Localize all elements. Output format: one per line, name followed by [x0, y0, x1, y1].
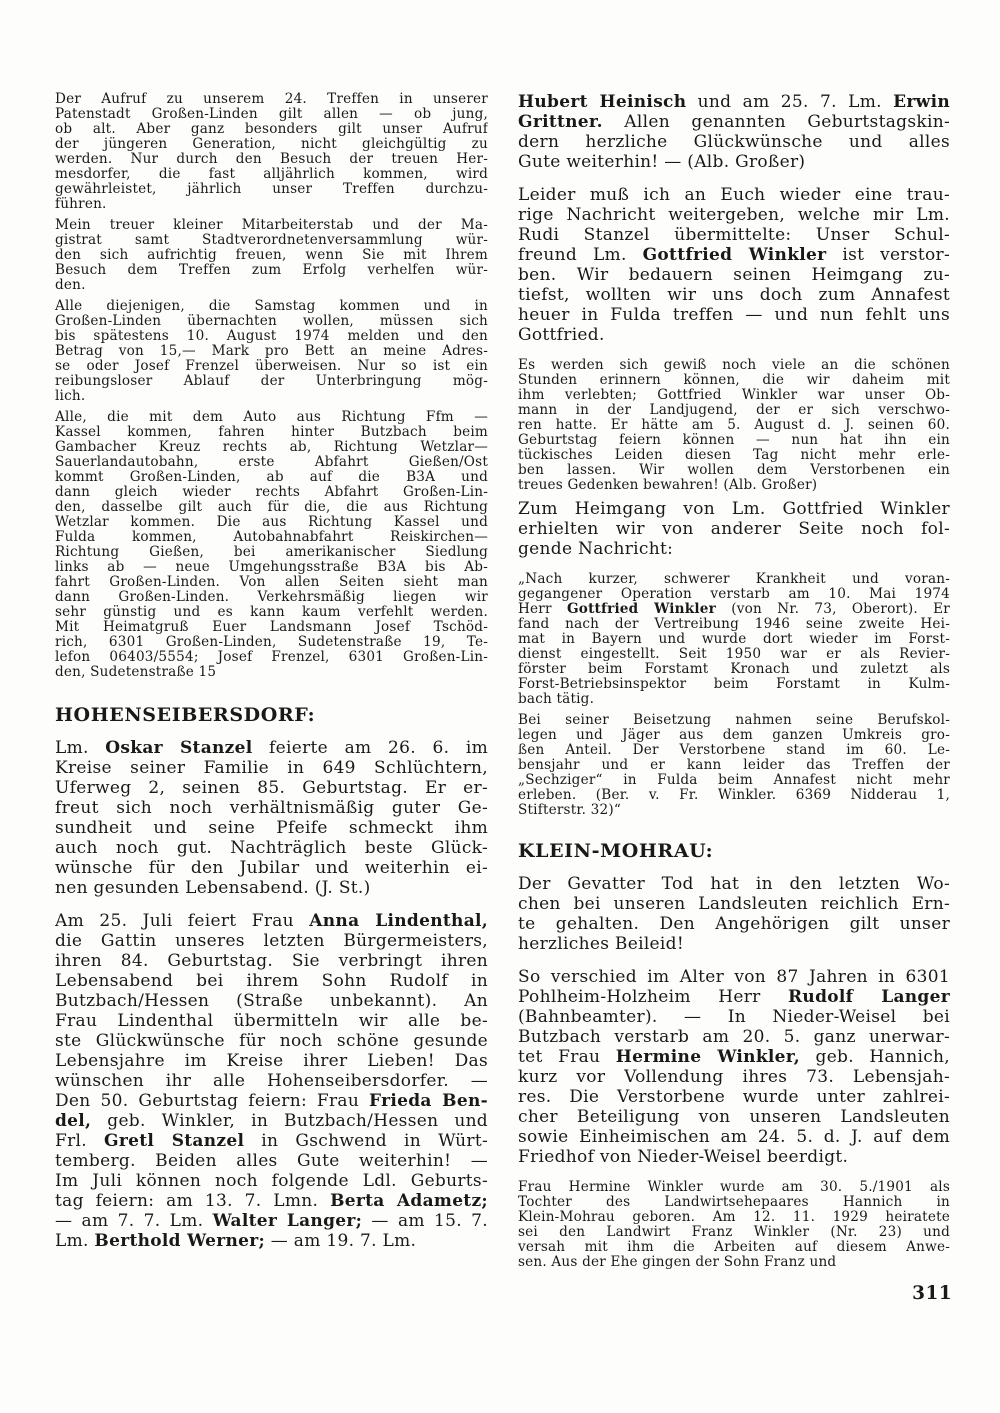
text-line: bach tätig. [518, 692, 595, 707]
text-line: reibungsloser Ablauf der Unterbringung mög- [55, 374, 488, 389]
paragraph [518, 1180, 950, 1270]
text-line: Der Aufruf zu unserem 24. Treffen in unserer [55, 92, 488, 107]
text-line: den, dasselbe gilt auch für die, die aus Richtung [55, 500, 488, 515]
text-line: Frl. Gretl Stanzel in Gschwend in Würt- [55, 1131, 488, 1151]
text-line: herzliches Beileid! [518, 934, 684, 954]
text-line: sen. Aus der Ehe gingen der Sohn Franz und [518, 1255, 837, 1270]
paragraph [518, 185, 950, 345]
text-line: treues Gedenken bewahren! (Alb. Großer) [518, 478, 818, 493]
paragraph [518, 967, 950, 1167]
text-line: Rudi Stanzel übermittelte: Unser Schul- [518, 225, 950, 245]
text-line: erleben. (Ber. v. Fr. Winkler. 6369 Nidderau 1, [518, 788, 950, 803]
paragraph [55, 410, 488, 680]
text-line: Es werden sich gewiß noch viele an die schönen [518, 358, 950, 373]
text-line: Besuch dem Treffen zum Erfolg verhelfen wür- [55, 263, 488, 278]
text-line: wünschen ihr alle Hohenseibersdorfer. — [55, 1071, 488, 1091]
text-line: tiefst, wollten wir uns doch zum Annafest [518, 285, 950, 305]
text-line: Lm. Berthold Werner; — am 19. 7. Lm. [55, 1231, 417, 1251]
text-line: Zum Heimgang von Lm. Gottfried Winkler [518, 499, 950, 519]
paragraph [518, 874, 950, 954]
text-line: heuer in Fulda treffen — und nun fehlt uns [518, 305, 950, 325]
text-line: Tochter des Landwirtsehepaares Hannich in [518, 1195, 950, 1210]
paragraph [518, 92, 950, 172]
text-line: „Nach kurzer, schwerer Krankheit und voran- [518, 572, 950, 587]
text-line: Forst-Betriebsinspektor beim Forstamt in Kulm- [518, 677, 950, 692]
text-line: (Bahnbeamter). — In Nieder-Weisel bei [518, 1007, 950, 1027]
text-line: bis spätestens 10. August 1974 melden und den [55, 329, 488, 344]
text-line: Richtung Gießen, bei amerikanischer Siedlung [55, 545, 488, 560]
text-line: ihren 84. Geburtstag. Sie verbringt ihren [55, 951, 488, 971]
text-line: ren hatte. Er hätte am 5. August d. J. seinen 60. [518, 418, 950, 433]
text-line: Pohlheim-Holzheim Herr Rudolf Langer [518, 987, 950, 1007]
text-line: Klein-Mohrau geboren. Am 12. 11. 1929 heiratete [518, 1210, 950, 1225]
text-line: versah mit ihm die Arbeiten auf diesem Anwe- [518, 1240, 950, 1255]
text-line: kurz vor Vollendung ihres 73. Lebensjah- [518, 1067, 950, 1087]
text-line: führen. [55, 197, 107, 212]
text-line: förster beim Forstamt Kronach und zuletzt als [518, 662, 950, 677]
text-line: sei den Landwirt Franz Winkler (Nr. 23) und [518, 1225, 950, 1240]
text-line: der jüngeren Generation, nicht gleichgültig zu [55, 137, 488, 152]
text-line: gende Nachricht: [518, 539, 674, 559]
text-line: Am 25. Juli feiert Frau Anna Lindenthal, [55, 911, 488, 931]
text-line: Kreise seiner Familie in 649 Schlüchtern, [55, 758, 488, 778]
text-line: die Gattin unseres letzten Bürgermeisters, [55, 931, 488, 951]
text-line: gegangener Operation verstarb am 10. Mai 1974 [518, 587, 950, 602]
text-line: fahrt Großen-Linden. Von allen Seiten sieht man [55, 575, 488, 590]
text-line: te gehalten. Den Angehörigen gilt unser [518, 914, 950, 934]
text-line: Patenstadt Großen-Linden gilt allen — ob jung, [55, 107, 488, 122]
text-line: den sich aufrichtig freuen, wenn Sie mit Ihrem [55, 248, 488, 263]
text-line: Lebensjahre im Kreise ihrer Lieben! Das [55, 1051, 488, 1071]
text-line: Den 50. Geburtstag feiern: Frau Frieda Ben- [55, 1091, 488, 1111]
text-line: ihm verlebten; Gottfried Winkler war unser Ob- [518, 388, 950, 403]
text-line: Uferweg 2, seinen 85. Geburtstag. Er er- [55, 778, 488, 798]
paragraph [55, 218, 488, 293]
right-column [518, 92, 950, 1276]
page-number: 311 [912, 1283, 952, 1304]
text-line: erhielten wir von anderer Seite noch fol- [518, 519, 950, 539]
text-line: Betrag von 15,— Mark pro Bett an meine Adres- [55, 344, 488, 359]
text-line: Wetzlar kommen. Die aus Richtung Kassel und [55, 515, 488, 530]
text-line: Kassel kommen, fahren hinter Butzbach beim [55, 425, 488, 440]
text-line: Butzbach verstarb am 20. 5. ganz unerwar- [518, 1027, 950, 1047]
text-line: ßen Anteil. Der Verstorbene stand im 60. Le- [518, 743, 950, 758]
paragraph [518, 713, 950, 818]
text-line: gistrat samt Stadtverordnetenversammlung wür- [55, 233, 488, 248]
text-line: kommt Großen-Linden, ab auf die B3A und [55, 470, 488, 485]
text-line: Gottfried. [518, 325, 605, 345]
text-line: tet Frau Hermine Winkler, geb. Hannich, [518, 1047, 950, 1067]
text-line: Butzbach/Hessen (Straße unbekannt). An [55, 991, 488, 1011]
text-line: Mein treuer kleiner Mitarbeiterstab und der Ma- [55, 218, 488, 233]
text-line: lich. [55, 389, 86, 404]
text-line: del, geb. Winkler, in Butzbach/Hessen und [55, 1111, 488, 1131]
paragraph [55, 299, 488, 404]
text-line: „Sechziger“ in Fulda beim Annafest nicht mehr [518, 773, 950, 788]
text-line: Gute weiterhin! — (Alb. Großer) [518, 152, 806, 172]
text-line: Sauerlandautobahn, erste Abfahrt Gießen/Ost [55, 455, 488, 470]
text-line: Alle diejenigen, die Samstag kommen und in [55, 299, 488, 314]
section-heading: KLEIN-MOHRAU: [518, 840, 714, 862]
text-line: ben lassen. Wir wollen dem Verstorbenen ein [518, 463, 950, 478]
text-line: sowie Einheimischen am 24. 5. d. J. auf dem [518, 1127, 950, 1147]
paragraph [518, 572, 950, 707]
text-line: Bei seiner Beisetzung nahmen seine Berufskol- [518, 713, 950, 728]
text-line: — am 7. 7. Lm. Walter Langer; — am 15. 7. [55, 1211, 488, 1231]
text-line: freund Lm. Gottfried Winkler ist verstor- [518, 245, 950, 265]
text-line: Stunden erinnern können, die wir daheim mit [518, 373, 950, 388]
paragraph [55, 911, 488, 1251]
text-line: nen gesunden Lebensabend. (J. St.) [55, 878, 371, 898]
text-line: Stifterstr. 32)“ [518, 803, 621, 818]
text-line: dern herzliche Glückwünsche und alles [518, 132, 950, 152]
text-line: sehr günstig und es kann kaum verfehlt werden. [55, 605, 488, 620]
text-line: tückisches Leiden diesen Tag nicht mehr erle- [518, 448, 950, 463]
text-line: werden. Nur durch den Besuch der treuen Her- [55, 152, 488, 167]
left-column [55, 92, 488, 1264]
text-line: Gambacher Kreuz rechts ab, Richtung Wetzlar— [55, 440, 488, 455]
text-line: freut sich noch verhältnismäßig guter Ge- [55, 798, 488, 818]
text-line: Friedhof von Nieder-Weisel beerdigt. [518, 1147, 849, 1167]
text-line: den. [55, 278, 86, 293]
section-heading: HOHENSEIBERSDORF: [55, 704, 316, 726]
text-line: Herr Gottfried Winkler (von Nr. 73, Oberort). Er [518, 602, 950, 617]
text-line: rige Nachricht weitergeben, welche mir Lm. [518, 205, 950, 225]
text-line: Alle, die mit dem Auto aus Richtung Ffm — [55, 410, 488, 425]
text-line: lefon 06403/5554; Josef Frenzel, 6301 Großen-Lin- [55, 650, 488, 665]
text-line: dienst eingestellt. Seit 1950 war er als Revier- [518, 647, 950, 662]
text-line: bensjahr und er kann leider das Treffen der [518, 758, 950, 773]
text-line: gewährleistet, jährlich unser Treffen durchzu- [55, 182, 488, 197]
text-line: Großen-Linden übernachten wollen, müssen sich [55, 314, 488, 329]
text-line: auch noch gut. Nachträglich beste Glück- [55, 838, 488, 858]
text-line: dann gleich wieder rechts Abfahrt Großen-Lin- [55, 485, 488, 500]
text-line: Der Gevatter Tod hat in den letzten Wo- [518, 874, 950, 894]
text-line: chen bei unseren Landsleuten reichlich Ern- [518, 894, 950, 914]
text-line: ob alt. Aber ganz besonders gilt unser Aufruf [55, 122, 488, 137]
text-line: cher Beteiligung von unseren Landsleuten [518, 1107, 950, 1127]
text-line: ben. Wir bedauern seinen Heimgang zu- [518, 265, 950, 285]
paragraph [518, 358, 950, 493]
text-line: se oder Josef Frenzel überweisen. Nur so ist ein [55, 359, 488, 374]
text-line: links ab — neue Umgehungsstraße B3A bis Ab- [55, 560, 488, 575]
text-line: ste Glückwünsche für noch schöne gesunde [55, 1031, 488, 1051]
text-line: rich, 6301 Großen-Linden, Sudetenstraße 19, Te- [55, 635, 488, 650]
text-line: Lebensabend bei ihrem Sohn Rudolf in [55, 971, 488, 991]
text-line: dann Großen-Linden. Verkehrsmäßig liegen wir [55, 590, 488, 605]
paragraph [518, 499, 950, 559]
text-line: legen und Jäger aus dem ganzen Umkreis gro- [518, 728, 950, 743]
paragraph [55, 738, 488, 898]
text-line: So verschied im Alter von 87 Jahren in 6301 [518, 967, 950, 987]
text-line: Grittner. Allen genannten Geburtstagskin- [518, 112, 950, 132]
text-line: Mit Heimatgruß Euer Landsmann Josef Tschöd- [55, 620, 488, 635]
text-line: Im Juli können noch folgende Ldl. Geburts- [55, 1171, 488, 1191]
text-line: Frau Hermine Winkler wurde am 30. 5./1901 als [518, 1180, 950, 1195]
text-line: Frau Lindenthal übermitteln wir alle be- [55, 1011, 488, 1031]
text-line: Geburtstag feiern können — nun hat ihn ein [518, 433, 950, 448]
text-line: res. Die Verstorbene wurde unter zahlrei- [518, 1087, 950, 1107]
text-line: fand nach der Vertreibung 1946 seine zweite Hei- [518, 617, 950, 632]
text-line: Fulda kommen, Autobahnabfahrt Reiskirchen— [55, 530, 488, 545]
text-line: mat in Bayern und wurde dort wieder im Forst- [518, 632, 950, 647]
text-line: temberg. Beiden alles Gute weiterhin! — [55, 1151, 488, 1171]
text-line: den, Sudetenstraße 15 [55, 665, 217, 680]
text-line: mann in der Landjugend, der er sich verschwo- [518, 403, 950, 418]
text-line: Lm. Oskar Stanzel feierte am 26. 6. im [55, 738, 488, 758]
paragraph [55, 92, 488, 212]
text-line: Hubert Heinisch und am 25. 7. Lm. Erwin [518, 92, 950, 112]
text-line: tag feiern: am 13. 7. Lmn. Berta Adametz; [55, 1191, 488, 1211]
text-line: wünsche für den Jubilar und weiterhin ei- [55, 858, 488, 878]
text-line: sundheit und seine Pfeife schmeckt ihm [55, 818, 488, 838]
text-line: mesdorfer, die fast alljährlich kommen, wird [55, 167, 488, 182]
text-line: Leider muß ich an Euch wieder eine trau- [518, 185, 950, 205]
